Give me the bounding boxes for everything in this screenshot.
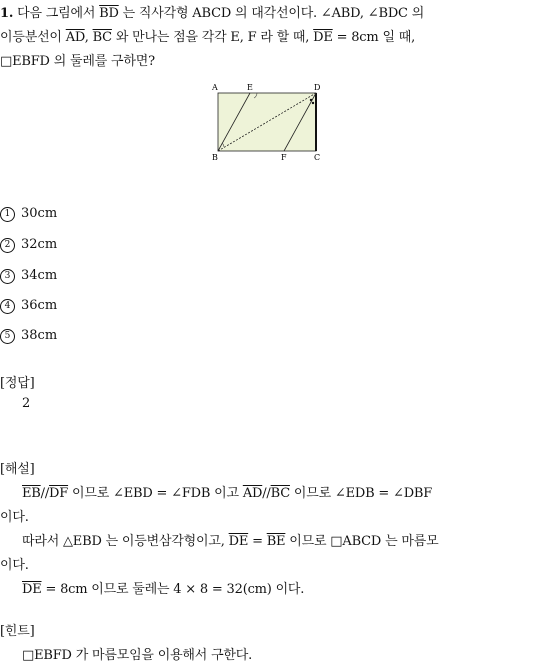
segment-bd: $\overline{BD}$ xyxy=(99,6,119,21)
segment-be-text: $\overline{BE}$ xyxy=(266,534,286,549)
explanation-text: 이므로 ∠EDB = ∠DBF xyxy=(289,486,433,501)
choice-2[interactable] xyxy=(0,237,57,253)
choice-number: 3 xyxy=(0,269,15,284)
explanation-line-2: 이다. xyxy=(0,510,29,525)
hint-header: [힌트] xyxy=(0,624,35,639)
segment-ad: $\overline{AD}$ xyxy=(65,30,85,45)
choice-number: 2 xyxy=(0,238,15,253)
question-line-3 xyxy=(0,50,155,69)
question-text: = 8cm 일 때, xyxy=(332,30,416,45)
parallel-sign: // xyxy=(40,486,50,501)
explanation-line-4: 이다. xyxy=(0,558,29,573)
explanation-line-1 xyxy=(22,482,432,501)
explanation-line-3 xyxy=(22,530,438,549)
choice-5[interactable] xyxy=(0,328,57,344)
question-text: 는 직사각형 ABCD 의 대각선이다. ∠ABD, ∠BDC 의 xyxy=(118,6,425,21)
choice-text: 38cm xyxy=(21,328,58,343)
choice-number: 4 xyxy=(0,299,15,314)
label-f: F xyxy=(281,153,287,162)
explanation-text: 이므로 ∠EBD = ∠FDB 이고 xyxy=(68,486,243,501)
question-text: □EBFD 의 둘레를 구하면? xyxy=(0,54,155,69)
segment-de-text: $\overline{DE}$ xyxy=(22,582,42,597)
choice-3[interactable] xyxy=(0,268,57,284)
choice-number: 5 xyxy=(0,329,15,344)
choice-text: 30cm xyxy=(21,206,58,221)
label-e: E xyxy=(247,83,253,92)
explanation-text: = xyxy=(248,534,267,549)
segment-ad-text: $\overline{AD}$ xyxy=(242,486,263,501)
choice-text: 32cm xyxy=(21,237,58,252)
answer-value: 2 xyxy=(22,396,31,411)
rectangle-figure xyxy=(210,80,330,164)
question-text: 다음 그림에서 xyxy=(17,6,100,21)
question-line-1 xyxy=(0,2,424,21)
choice-number: 1 xyxy=(0,207,15,222)
angle-dot xyxy=(312,102,314,104)
label-b: B xyxy=(212,153,218,162)
question-number: 1. xyxy=(0,6,14,21)
segment-df-text: $\overline{DF}$ xyxy=(49,486,69,501)
segment-de-text: $\overline{DE}$ xyxy=(228,534,249,549)
hint-text: □EBFD 가 마름모임을 이용해서 구한다. xyxy=(22,648,253,663)
label-a: A xyxy=(212,83,218,92)
question-text: 이등분선이 xyxy=(0,30,66,45)
label-d: D xyxy=(314,83,321,92)
question-line-2 xyxy=(0,26,415,45)
parallel-sign: // xyxy=(262,486,271,501)
segment-bc-text: $\overline{BC}$ xyxy=(270,486,290,501)
explanation-text: 이므로 □ABCD 는 마름모 xyxy=(285,534,439,549)
explanation-header: [해설] xyxy=(0,462,35,477)
choice-text: 36cm xyxy=(21,298,58,313)
choice-1[interactable] xyxy=(0,206,57,222)
choice-text: 34cm xyxy=(21,268,58,283)
explanation-line-5 xyxy=(22,578,304,597)
explanation-text: = 8cm 이므로 둘레는 4 × 8 = 32(cm) 이다. xyxy=(41,582,305,597)
segment-eb-text: $\overline{EB}$ xyxy=(22,486,41,501)
explanation-text: 따라서 △EBD 는 이등변삼각형이고, xyxy=(22,534,229,549)
question-text: , xyxy=(84,30,93,45)
segment-bc: $\overline{BC}$ xyxy=(92,30,112,45)
question-text: 와 만나는 점을 각각 E, F 라 할 때, xyxy=(111,30,314,45)
angle-dot xyxy=(310,99,312,101)
label-c: C xyxy=(314,153,321,162)
segment-de: $\overline{DE}$ xyxy=(313,30,333,45)
answer-header: [정답] xyxy=(0,376,35,391)
choice-4[interactable] xyxy=(0,298,57,314)
